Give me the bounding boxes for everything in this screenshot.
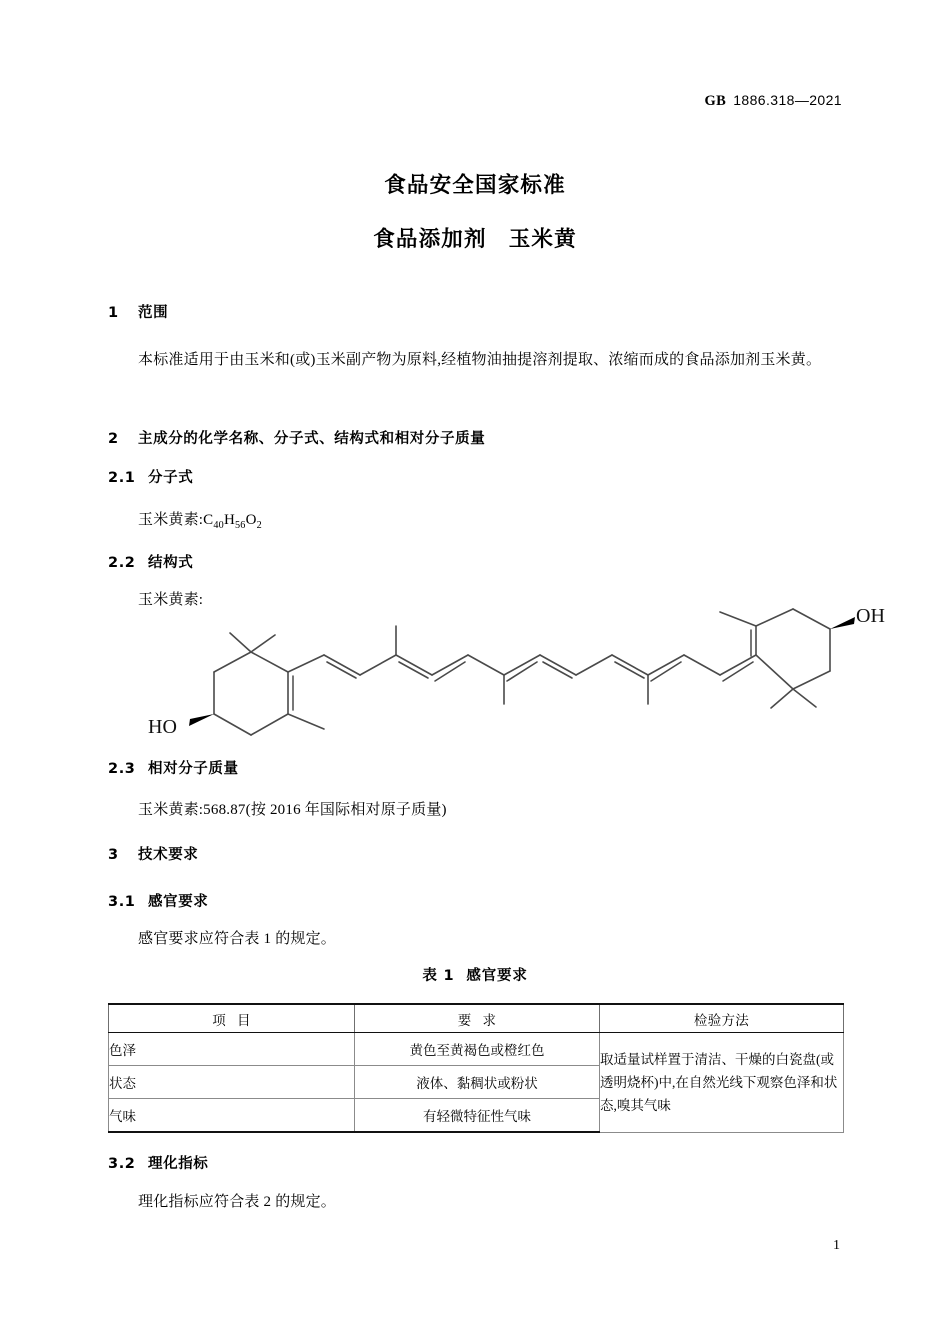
- molecular-formula-h: H: [223, 512, 236, 528]
- paragraph-section-1: 本标准适用于由玉米和(或)玉米副产物为原料,经植物油抽提溶剂提取、浓缩而成的食品添加剂玉米黄。: [138, 352, 822, 368]
- molecular-formula-o: O: [245, 512, 257, 528]
- left-ring-bond-6: [214, 652, 251, 672]
- left-ring-bond-1: [251, 652, 288, 672]
- right-ring-methyl-c: [720, 612, 756, 626]
- chain-bond-8: [540, 655, 576, 675]
- column-header-item-b: 目: [237, 1012, 251, 1028]
- cell-requirement-2: 有轻微特征性气味: [355, 1099, 600, 1133]
- heading-section-2-number: 2: [108, 431, 119, 447]
- cell-item-0: 色泽: [109, 1033, 355, 1066]
- standard-number: 1886.318—2021: [733, 92, 842, 108]
- right-ring-bond-3: [793, 609, 830, 629]
- page-title-line2: [0, 222, 950, 253]
- chain-bond-2: [324, 655, 360, 675]
- cell-method-merged: 取适量试样置于清洁、干燥的白瓷盘(或透明烧杯)中,在自然光线下观察色泽和状态,嗅其气味: [600, 1033, 844, 1133]
- hydroxyl-label-left: HO: [148, 716, 177, 738]
- heading-section-2-2-number: 2.2: [108, 555, 136, 571]
- structure-formula-label: 玉米黄素:: [138, 592, 204, 608]
- left-ring-methyl-a: [230, 633, 251, 652]
- heading-section-3: [108, 843, 198, 864]
- standard-header: [705, 92, 843, 110]
- molecular-formula-line: [138, 508, 738, 538]
- table-header-row: [109, 1004, 844, 1033]
- table-1-caption-title: 感官要求: [466, 968, 528, 984]
- molecular-formula-sub-h: 56: [235, 520, 246, 531]
- page-number: 1: [833, 1238, 840, 1253]
- chain-bond-4: [396, 655, 432, 675]
- heading-section-2-3-number: 2.3: [108, 761, 136, 777]
- right-ring-bond-5: [793, 671, 830, 689]
- chain-bond-9: [576, 655, 612, 675]
- right-ring-bond-2: [756, 609, 793, 626]
- left-ring-methyl-b: [251, 635, 275, 652]
- table-row: [109, 1033, 844, 1066]
- chain-bond-12: [684, 655, 720, 675]
- right-ring-methyl-a: [771, 689, 793, 708]
- paragraph-section-3-2: 理化指标应符合表 2 的规定。: [138, 1194, 337, 1210]
- heading-section-3-2-number: 3.2: [108, 1156, 136, 1172]
- heading-section-2-label: 主成分的化学名称、分子式、结构式和相对分子质量: [138, 431, 486, 447]
- chain-bond-6: [468, 655, 504, 675]
- heading-section-2-1: [108, 466, 193, 487]
- page-title-line2-part2: 玉米黄: [508, 227, 577, 252]
- heading-section-3-number: 3: [108, 847, 119, 863]
- hydroxyl-label-right: OH: [856, 605, 885, 627]
- heading-section-3-2: [108, 1152, 208, 1173]
- table-1-caption: [0, 964, 950, 985]
- cell-item-1: 状态: [109, 1066, 355, 1099]
- column-header-method: 检验方法: [600, 1004, 844, 1033]
- molecular-formula-label: 玉米黄素:C: [138, 512, 214, 528]
- heading-section-2-3: [108, 757, 239, 778]
- standard-prefix: GB: [704, 93, 727, 109]
- heading-section-1: [108, 301, 168, 322]
- chemical-structure-figure: [108, 604, 885, 744]
- heading-section-3-label: 技术要求: [138, 847, 199, 863]
- column-header-requirement-a: 要: [457, 1012, 472, 1028]
- heading-section-1-label: 范围: [138, 305, 169, 321]
- molecular-formula-sub-o: 2: [256, 520, 262, 531]
- left-ring-methyl-c: [288, 714, 324, 729]
- heading-section-2-3-label: 相对分子质量: [148, 761, 239, 777]
- heading-section-2-1-number: 2.1: [108, 470, 136, 486]
- page-title-line2-part1: 食品添加剂: [373, 227, 487, 252]
- column-header-requirement: [355, 1004, 600, 1033]
- column-header-requirement-b: 求: [482, 1012, 497, 1028]
- molecular-formula-sub-c: 40: [213, 520, 224, 531]
- cell-requirement-0: 黄色至黄褐色或橙红色: [355, 1033, 600, 1066]
- left-ring-bond-4: [214, 714, 251, 735]
- page-title-line1: 食品安全国家标准: [384, 173, 566, 198]
- right-ring-methyl-b: [793, 689, 816, 707]
- heading-section-3-1: [108, 890, 208, 911]
- heading-section-2: [108, 427, 485, 448]
- chain-bond-3: [360, 655, 396, 675]
- paragraph-section-3-1: 感官要求应符合表 1 的规定。: [138, 931, 337, 947]
- chain-bond-1: [288, 655, 324, 672]
- column-header-item: [109, 1004, 355, 1033]
- heading-section-2-2: [108, 551, 193, 572]
- heading-section-3-1-number: 3.1: [108, 894, 136, 910]
- column-header-item-a: 项: [212, 1012, 226, 1028]
- table-1-wrapper: [108, 1003, 843, 1133]
- heading-section-1-number: 1: [108, 305, 119, 321]
- heading-section-2-2-label: 结构式: [148, 555, 194, 571]
- right-ring-bond-6: [756, 655, 793, 689]
- left-hydroxyl-wedge: [189, 714, 214, 726]
- right-hydroxyl-wedge: [830, 617, 855, 629]
- cell-requirement-1: 液体、黏稠状或粉状: [355, 1066, 600, 1099]
- heading-section-3-1-label: 感官要求: [148, 894, 209, 910]
- chain-bond-10: [612, 655, 648, 675]
- sensory-requirements-table: [108, 1003, 844, 1133]
- relative-molecular-mass-line: 玉米黄素:568.87(按 2016 年国际相对原子质量): [138, 802, 447, 818]
- cell-item-2: 气味: [109, 1099, 355, 1133]
- table-1-caption-label: 表 1: [422, 968, 455, 984]
- heading-section-2-1-label: 分子式: [148, 470, 194, 486]
- heading-section-3-2-label: 理化指标: [148, 1156, 209, 1172]
- left-ring-bond-3: [251, 714, 288, 735]
